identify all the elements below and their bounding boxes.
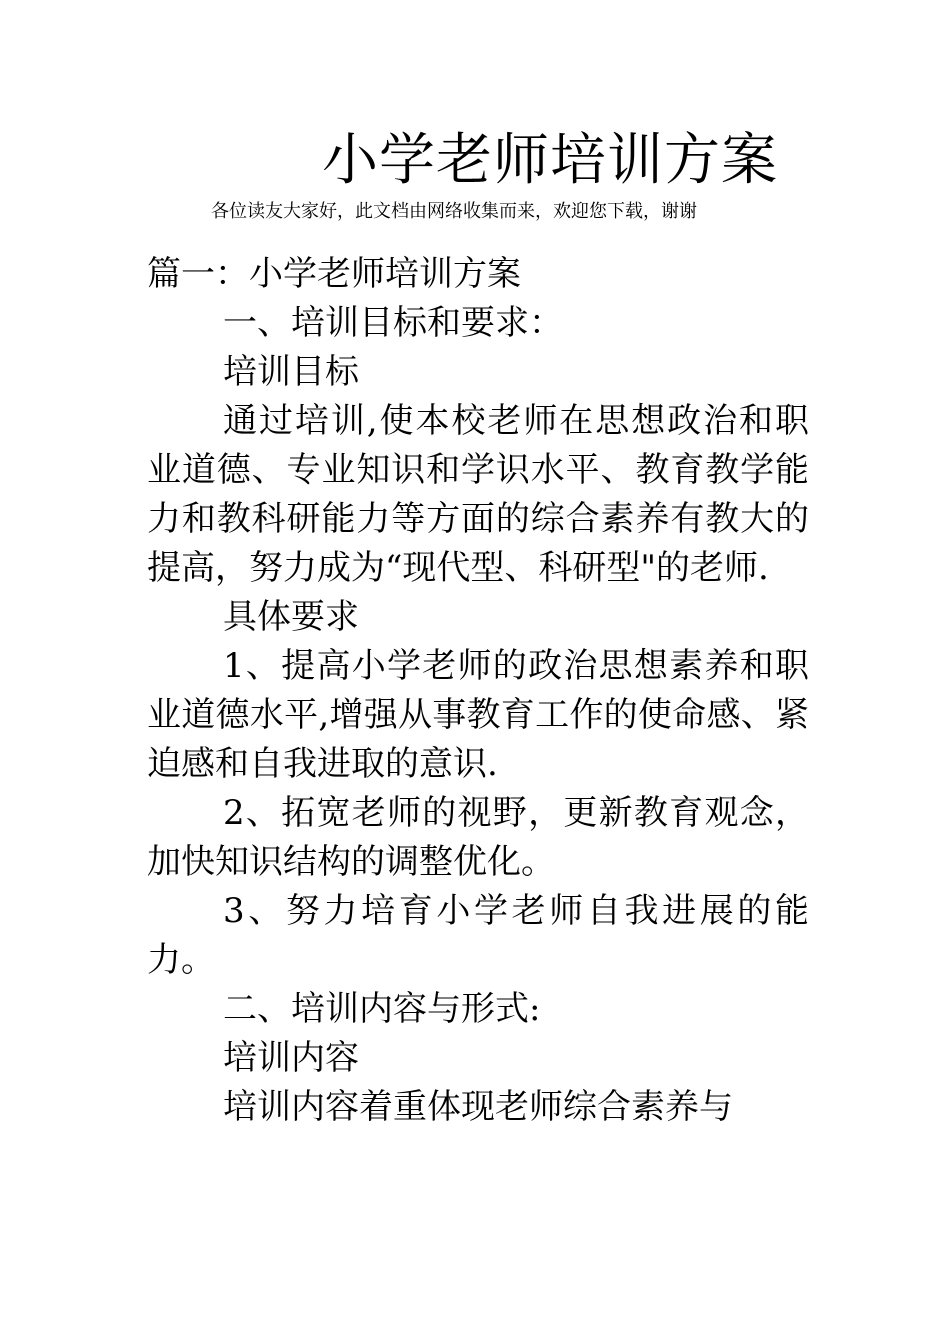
document-body: [147, 250, 809, 1132]
requirement-item-1: 1、提高小学老师的政治思想素养和职业道德水平,增强从事教育工作的使命感、紧迫感和自我进取的意识.: [147, 646, 809, 784]
paragraph-training-goal: 通过培训,使本校老师在思想政治和职业道德、专业知识和学识水平、教育教学能力和教科研能力等方面的综合素养有教大的提高，努力成为“现代型、科研型"的老师.: [147, 401, 809, 588]
chapter-heading: 篇一：小学老师培训方案: [147, 254, 521, 294]
subheading-training-goal: 培训目标: [223, 352, 359, 392]
requirement-item-3: 3、努力培育小学老师自我进展的能力。: [147, 891, 809, 980]
paragraph-training-content: 培训内容着重体现老师综合素养与: [223, 1087, 733, 1127]
section-heading-content: 二、培训内容与形式:: [223, 989, 541, 1029]
requirement-item-2: 2、拓宽老师的视野，更新教育观念，加快知识结构的调整优化。: [147, 793, 809, 882]
section-heading-goals: 一、培训目标和要求：: [223, 303, 563, 343]
subheading-training-content: 培训内容: [223, 1038, 359, 1078]
subheading-requirements: 具体要求: [223, 597, 359, 637]
document-title: 小学老师培训方案: [322, 128, 778, 193]
download-notice: 各位读友大家好，此文档由网络收集而来，欢迎您下载，谢谢: [211, 201, 697, 222]
